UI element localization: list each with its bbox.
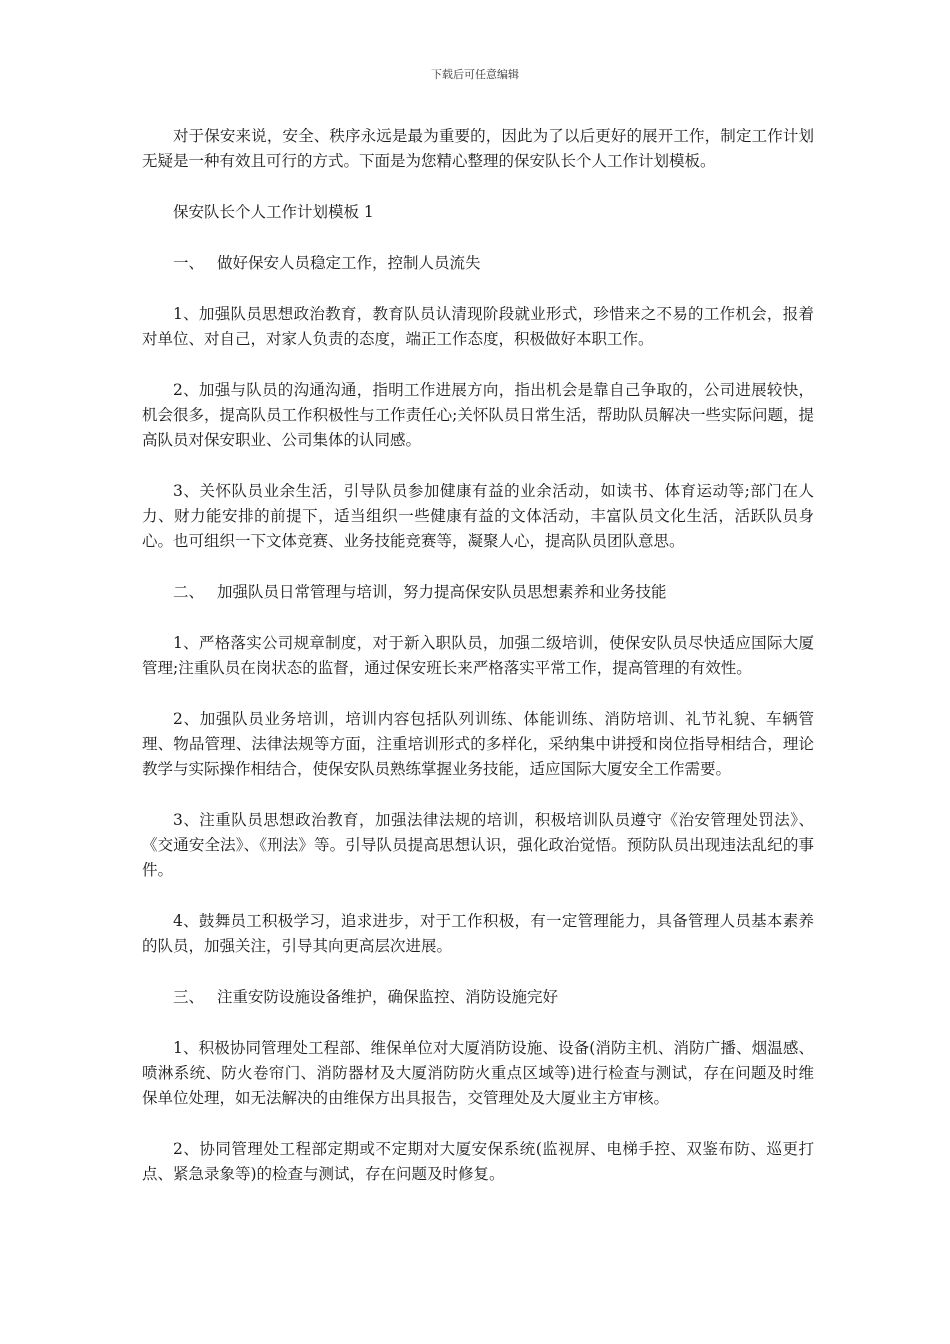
section-number: 一、 [173, 254, 205, 272]
document-title: 保安队长个人工作计划模板 1 [173, 203, 374, 221]
section-title: 加强队员日常管理与培训，努力提高保安队员思想素养和业务技能 [217, 583, 667, 601]
section-heading-2 [142, 580, 814, 605]
document-body [142, 124, 814, 1213]
section-1-item-2: 2、加强与队员的沟通沟通，指明工作进展方向，指出机会是靠自己争取的，公司进展较快，机会很多，提高队员工作积极性与工作责任心;关怀队员日常生活，帮助队员解决一些实际问题，提高队员对保安职业、公司集体的认同感。 [142, 381, 814, 449]
section-1-item-3: 3、关怀队员业余生活，引导队员参加健康有益的业余活动，如读书、体育运动等;部门在人力、财力能安排的前提下，适当组织一些健康有益的文体活动，丰富队员文化生活，活跃队员身心。也可组织一下文体竞赛、业务技能竞赛等，凝聚人心，提高队员团队意思。 [142, 482, 814, 550]
page-header: 下载后可任意编辑 [431, 68, 519, 81]
section-1-item-1: 1、加强队员思想政治教育，教育队员认清现阶段就业形式，珍惜来之不易的工作机会，报着对单位、对自己，对家人负责的态度，端正工作态度，积极做好本职工作。 [142, 305, 814, 348]
section-2-item-4: 4、鼓舞员工积极学习，追求进步，对于工作积极，有一定管理能力，具备管理人员基本素养的队员，加强关注，引导其向更高层次进展。 [142, 912, 814, 955]
section-number: 二、 [173, 583, 205, 601]
section-2-item-3: 3、注重队员思想政治教育，加强法律法规的培训，积极培训队员遵守《治安管理处罚法》、《交通安全法》、《刑法》等。引导队员提高思想认识，强化政治觉悟。预防队员出现违法乱纪的事件。 [142, 811, 814, 879]
section-heading-1 [142, 251, 814, 276]
section-title: 做好保安人员稳定工作，控制人员流失 [217, 254, 481, 272]
section-2-item-1: 1、严格落实公司规章制度，对于新入职队员，加强二级培训，使保安队员尽快适应国际大厦管理;注重队员在岗状态的监督，通过保安班长来严格落实平常工作，提高管理的有效性。 [142, 634, 814, 677]
section-heading-3 [142, 985, 814, 1010]
section-3-item-2: 2、协同管理处工程部定期或不定期对大厦安保系统(监视屏、电梯手控、双鉴布防、巡更打点、紧急录象等)的检查与测试，存在问题及时修复。 [142, 1140, 814, 1183]
section-3-item-1: 1、积极协同管理处工程部、维保单位对大厦消防设施、设备(消防主机、消防广播、烟温感、喷淋系统、防火卷帘门、消防器材及大厦消防防火重点区域等)进行检查与测试，存在问题及时维保单位处理，如无法解决的由维保方出具报告，交管理处及大厦业主方审核。 [142, 1039, 814, 1107]
intro-paragraph: 对于保安来说，安全、秩序永远是最为重要的，因此为了以后更好的展开工作，制定工作计划无疑是一种有效且可行的方式。下面是为您精心整理的保安队长个人工作计划模板。 [142, 127, 814, 170]
section-2-item-2: 2、加强队员业务培训，培训内容包括队列训练、体能训练、消防培训、礼节礼貌、车辆管理、物品管理、法律法规等方面，注重培训形式的多样化，采纳集中讲授和岗位指导相结合，理论教学与实际操作相结合，使保安队员熟练掌握业务技能，适应国际大厦安全工作需要。 [142, 710, 814, 778]
section-title: 注重安防设施设备维护，确保监控、消防设施完好 [217, 988, 559, 1006]
section-number: 三、 [173, 988, 205, 1006]
